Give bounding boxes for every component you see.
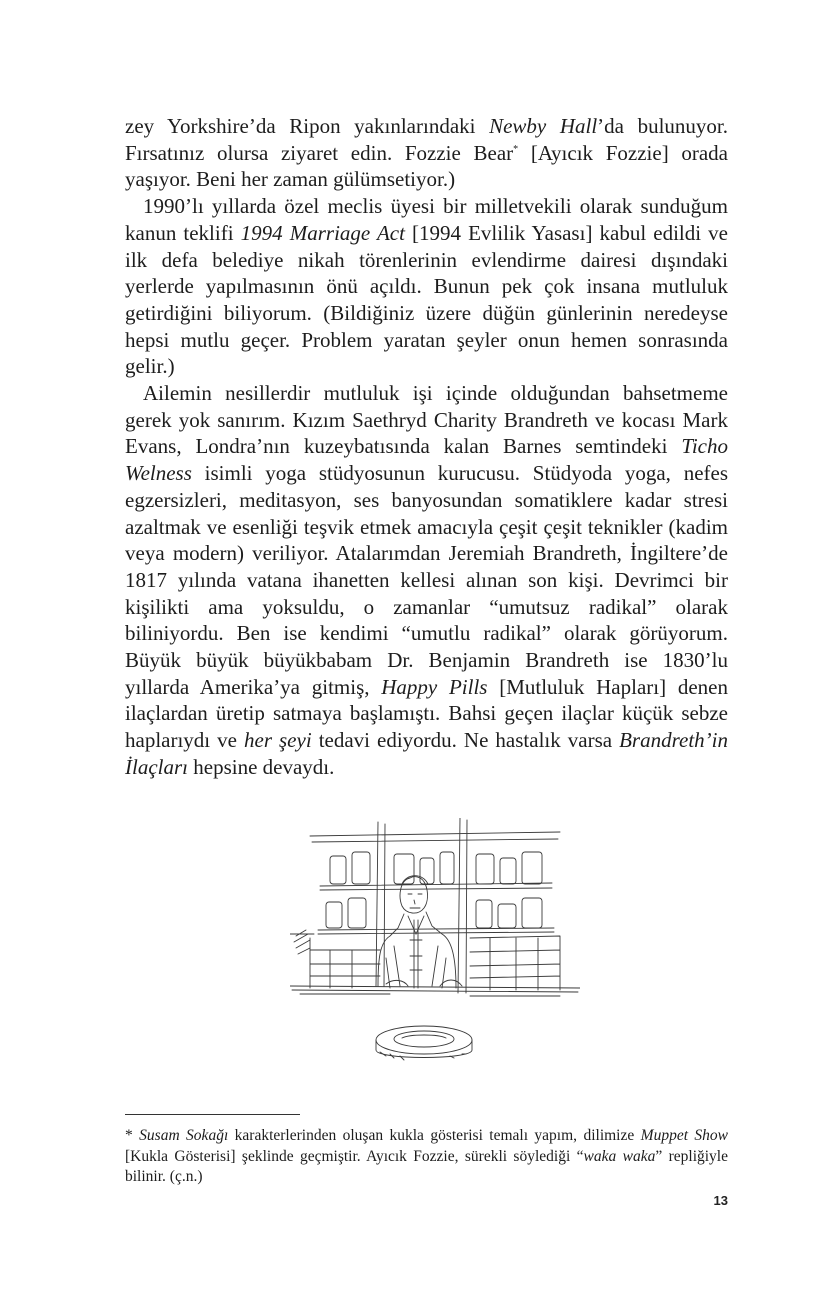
italic-waka-waka: waka waka: [583, 1147, 656, 1165]
paragraph-1: zey Yorkshire’da Ripon yakınlarındaki Newby Hall’da bulunuyor. Fırsatınız olursa ziyaret edin. Fozzie Bear* [Ayıcık Fozzie] orada yaşıyor. Beni her zaman gülümsetiyor.): [125, 114, 728, 192]
footnote-divider: [125, 1114, 300, 1115]
main-text: [125, 113, 728, 781]
apothecary-sketch-illustration: [290, 818, 580, 1070]
footnote-text: * Susam Sokağı karakterlerinden oluşan kukla gösterisi temalı yapım, dilimize Muppet Show [Kukla Gösterisi] şeklinde geçmiştir. Ayıcık Fozzie, sürekli söylediği “waka waka” repliğiyle bilinir. (ç.n.): [125, 1127, 729, 1185]
italic-happy-pills: Happy Pills: [381, 674, 488, 699]
italic-ticho-welness: Ticho Welness: [125, 434, 728, 486]
italic-marriage-act: 1994 Marriage Act: [240, 220, 405, 245]
italic-newby-hall: Newby Hall: [489, 114, 598, 138]
italic-muppet-show: Muppet Show: [640, 1127, 729, 1144]
footnote: [125, 1126, 728, 1188]
paragraph-2: 1990’lı yıllarda özel meclis üyesi bir milletvekili olarak sunduğum kanun teklifi 1994 Marriage Act [1994 Evlilik Yasası] kabul edildi ve ilk defa belediye nikah törenlerinin evlendirme dairesi dışındaki yerlerde yapılmasının önü açıldı. Bunun pek çok insana mutluluk getirdiğini biliyorum. (Bildiğiniz üzere düğün günlerinin neredeyse hepsi mutlu geçer. Problem yaratan şeyler onun hemen sonrasında gelir.): [125, 194, 728, 379]
page-number: 13: [713, 1193, 728, 1208]
paragraph-3: Ailemin nesillerdir mutluluk işi içinde olduğundan bahsetmeme gerek yok sanırım. Kızım Saethryd Charity Brandreth ve kocası Mark Evans, Londra’nın kuzeybatısında kalan Barnes semtindeki Ticho Welness isimli yoga stüdyosunun kurucusu. Stüdyoda yoga, nefes egzersizleri, meditasyon, ses banyosundan somatiklere kadar stresi azaltmak ve esenliği teşvik etmek amacıyla çeşit çeşit teknikler (kadim veya modern) veriliyor. Atalarımdan Jeremiah Brandreth, İngiltere’de 1817 yılında vatana ihanetten kellesi alınan son kişi. Devrimci bir kişilikti ama yoksuldu, o zamanlar “umutsuz radikal” olarak biliniyordu. Ben ise kendimi “umutlu radikal” olarak görüyorum. Büyük büyük büyükbabam Dr. Benjamin Brandreth ise 1830’lu yıllarda Amerika’ya gitmiş, Happy Pills [Mutluluk Hapları] denen ilaçlardan üretip satmaya başlamıştı. Bahsi geçen ilaçlar küçük sebze haplarıydı ve her şeyi tedavi ediyordu. Ne hastalık varsa Brandreth’in İlaçları hepsine devaydı.: [125, 381, 728, 779]
italic-brandreth-ilaclari: Brandreth’in İlaçları: [125, 728, 728, 779]
footnote-marker: *: [513, 143, 519, 155]
italic-susam-sokagi: Susam Sokağı: [139, 1127, 229, 1144]
italic-her-seyi: her şeyi: [244, 728, 312, 753]
